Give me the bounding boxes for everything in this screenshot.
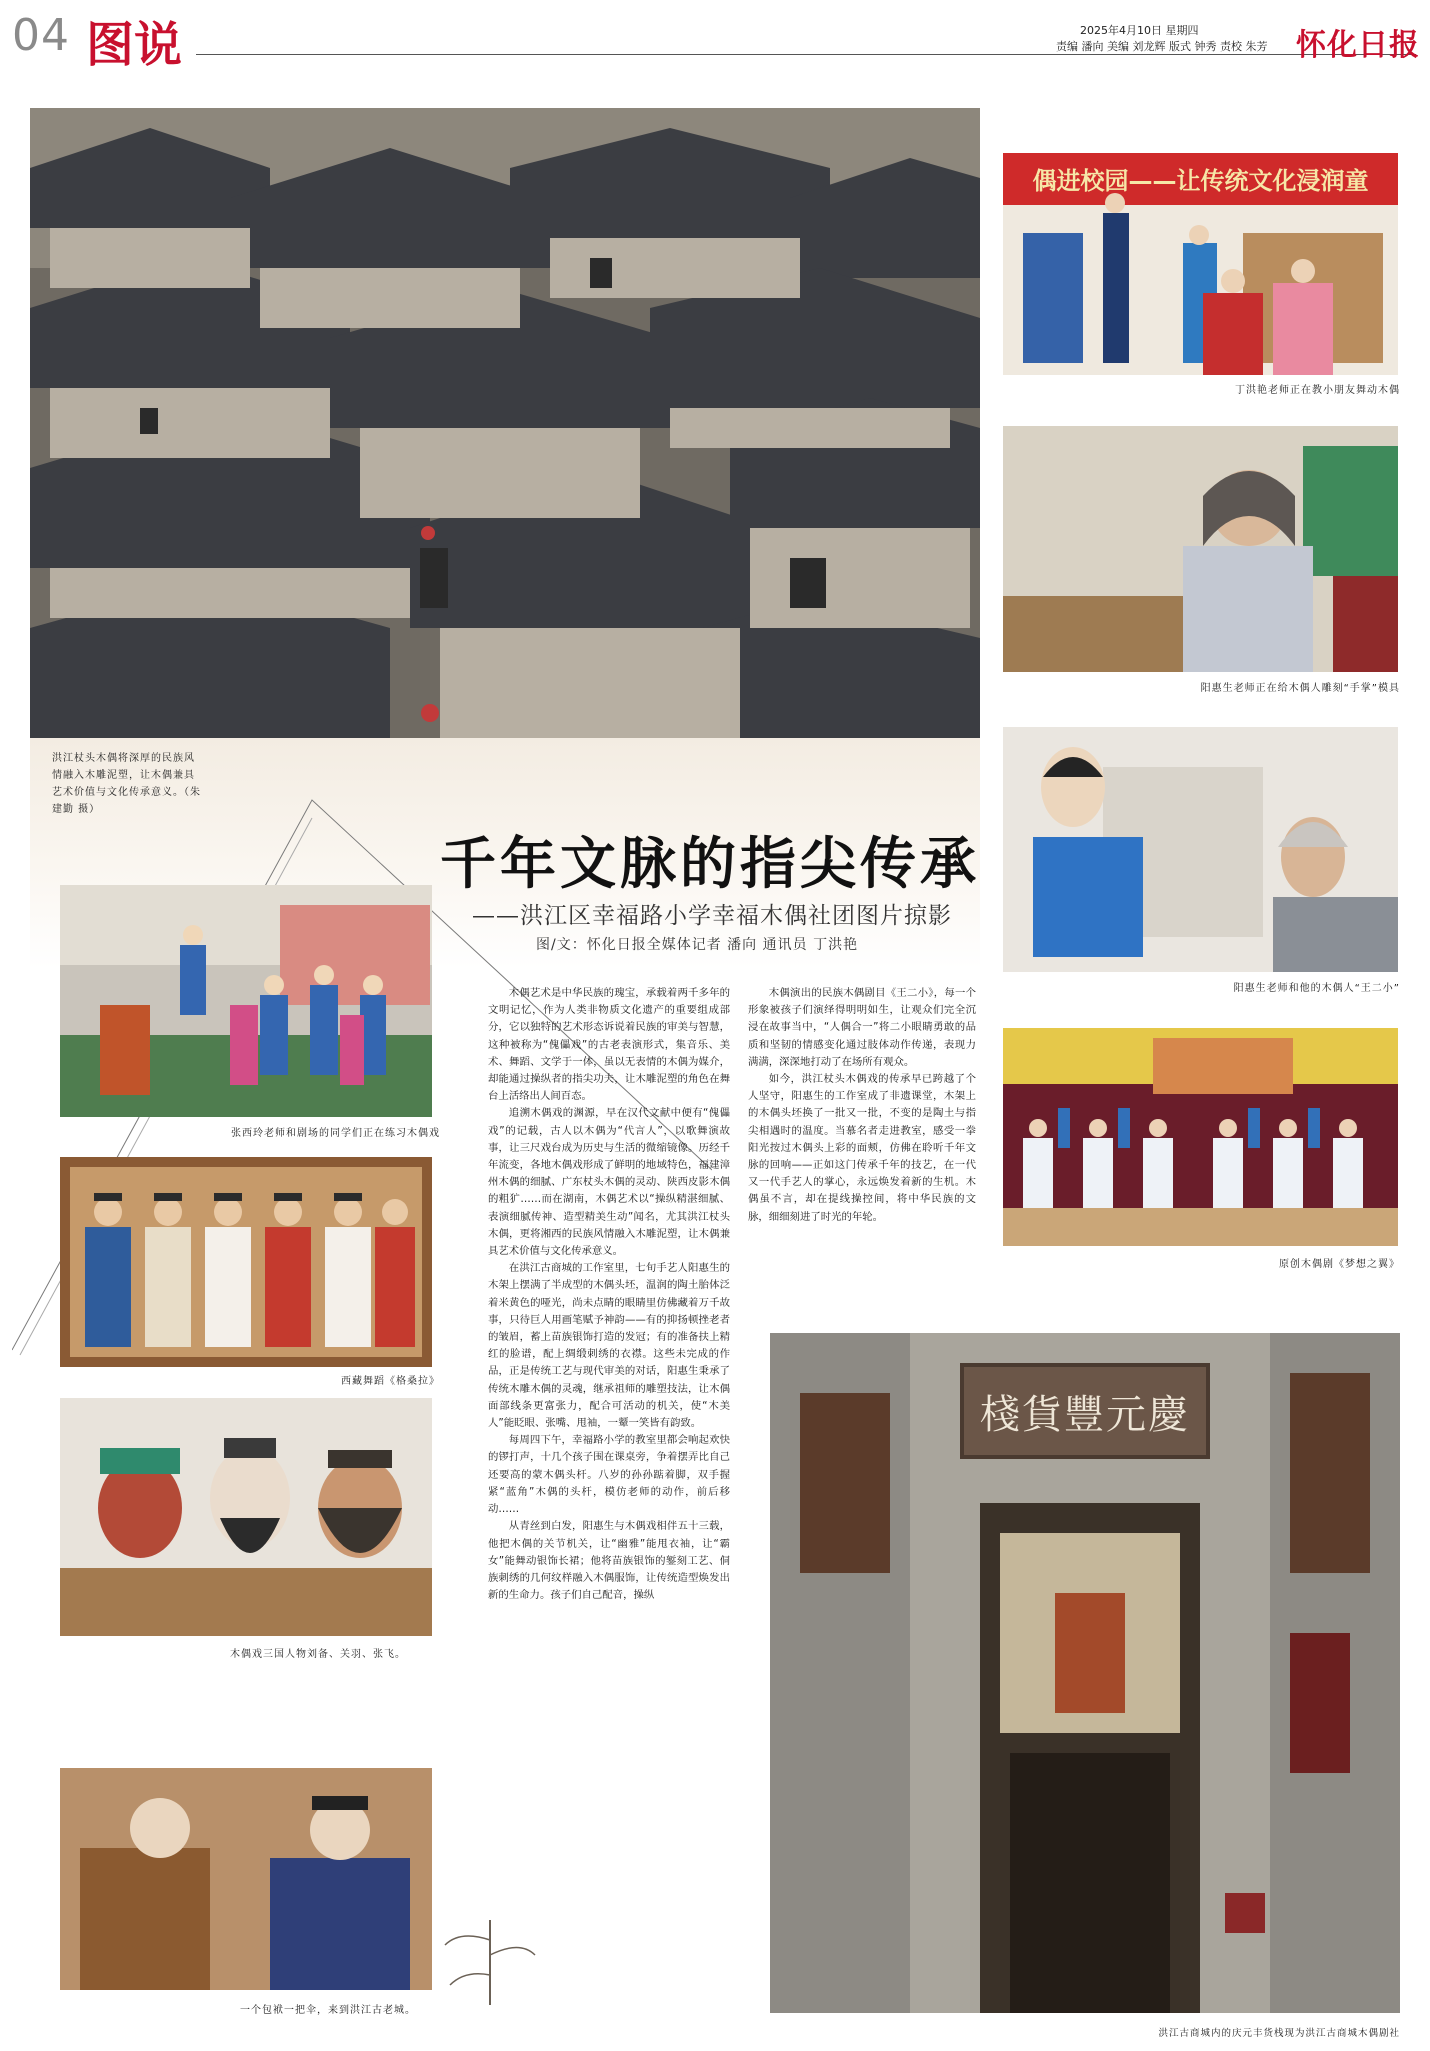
article-title: 千年文脉的指尖传承 [440,831,980,897]
caption-right2: 阳惠生老师正在给木偶人雕刻“手掌”模具 [1200,683,1400,694]
body-paragraph: 在洪江古商城的工作室里，七旬手艺人阳惠生的木架上摆满了半成型的木偶头坯，温润的陶土胎体泛着米黄色的哑光，尚未点睛的眼睛里仿佛藏着万千故事，只待巨人用画笔赋予神韵——有的抑扬顿挫老者的皱眉，蓄上苗族银饰打造的发冠；有的准备扶上精红的脸谱，配上绸缎刺绣的衣襟。这些未完成的作品，正是传统工艺与现代审美的对话，阳惠生秉承了传统木雕木偶的灵魂，继承祖师的雕塑技法，让木偶面部线条更富张力，配合可活动的机关，使“木美人”能眨眼、张嘴、甩袖，一颦一笑皆有韵致。 [488,1262,730,1430]
caption-left3: 木偶戏三国人物刘备、关羽、张飞。 [230,1649,406,1660]
photo-tibetan-dance-puppets [60,1157,432,1367]
photo-students-practice [60,885,432,1117]
photo-dream-wings-stage [1003,1028,1398,1246]
body-paragraph: 如今，洪江杖头木偶戏的传承早已跨越了个人坚守，阳惠生的工作室成了非遗课堂，木架上的木偶头坯换了一批又一批，不变的是陶土与指尖相遇时的温度。当慕名者走进教室，感受一拳阳光按过木偶头上彩的面颊，仿佛在聆听千年文脉的回响——正如这门传承千年的技艺，在一代又一代手艺人的掌心，永远焕发着新的生机。木偶虽不言，却在提线操控间，将中华民族的文脉，细细刻进了时光的年轮。 [748,1073,976,1223]
caption-left1: 张西玲老师和剧场的同学们正在练习木偶戏 [231,1128,440,1139]
body-paragraph: 每周四下午，幸福路小学的教室里都会响起欢快的锣打声，十几个孩子围在课桌旁，争着摆弄比自己还要高的蒙木偶头杆。八岁的孙孙踮着脚，双手握紧“蓝角”木偶的头杆，模仿老师的动作，前后移动…… [488,1434,730,1516]
hero-photo-rooftops [30,108,980,738]
photo-qingyuanfeng-gate [770,1333,1400,2013]
section-title: 图说 [86,17,183,73]
body-paragraph: 木偶演出的民族木偶剧目《王二小》，每一个形象被孩子们演绎得明明如生，让观众们完全沉浸在故事当中，“人偶合一”将二小眼睛勇敢的品质和坚韧的情感变化通过肢体动作传递，表现力满满，深深地打动了在场所有观众。 [748,987,976,1068]
article-byline: 图/文：怀化日报全媒体记者 潘向 通讯员 丁洪艳 [536,937,859,953]
caption-left2: 西藏舞蹈《格桑拉》 [341,1376,440,1387]
ink-bamboo-decoration [430,1900,550,2010]
photo-puppet-wang-erxiao [1003,727,1398,972]
photo-three-kingdoms-heads [60,1398,432,1636]
caption-bottom: 洪江古商城内的庆元丰货栈现为洪江古商城木偶剧社 [1158,2028,1400,2039]
photo-carving-hand-mold [1003,426,1398,672]
header-staff: 责编 潘向 美编 刘龙辉 版式 钟秀 责校 朱芳 [1056,40,1268,53]
caption-hero: 洪江杖头木偶将深厚的民族风情融入木雕泥塑，让木偶兼具艺术价值与文化传承意义。（朱建勤 摄） [52,753,201,815]
caption-right1: 丁洪艳老师正在教小朋友舞动木偶 [1235,385,1400,396]
page-number: 04 [12,10,70,61]
article-body-col1 [488,985,730,2025]
header-date: 2025年4月10日 星期四 [1080,24,1199,37]
masthead-logo: 怀化日报 [1296,28,1420,63]
caption-right4: 原创木偶剧《梦想之翼》 [1279,1259,1400,1270]
caption-left4: 一个包袱一把伞，来到洪江古老城。 [240,2005,416,2016]
body-paragraph: 从青丝到白发，阳惠生与木偶戏相伴五十三载，他把木偶的关节机关，让“幽雅”能甩衣袖，让“霸女”能舞动银饰长裙；他将苗族银饰的錾刻工艺、侗族刺绣的几何纹样融入木偶服饰，让传统造型焕发出新的生命力。孩子们自己配音，操纵 [488,1520,730,1602]
body-paragraph: 追溯木偶戏的渊源，早在汉代文献中便有“傀儡戏”的记载，古人以木偶为“代言人”，以歌舞演故事，让三尺戏台成为历史与生活的微缩镜像。历经千年流变，各地木偶戏形成了鲜明的地域特色，福建漳州木偶的细腻、广东杖头木偶的灵动、陕西皮影木偶的粗犷……而在湖南，木偶艺术以“操纵精湛细腻、表演细腻传神、造型精美生动”闻名，尤其洪江杖头木偶，更将湘西的民族风情融入木雕泥塑，让木偶兼具艺术价值与文化传承意义。 [488,1107,730,1258]
plaque [960,1363,1210,1459]
header-rule [196,54,1416,55]
body-paragraph: 木偶艺术是中华民族的瑰宝，承载着两千多年的文明记忆，作为人类非物质文化遗产的重要组成部分，它以独特的艺术形态诉说着民族的审美与智慧，这种被称为“傀儡戏”的古老表演形式，集音乐、美术、舞蹈、文学于一体，虽以无表情的木偶为媒介，却能通过操纵者的指尖功夫，让木雕泥塑的角色在舞台上活络出人间百态。 [488,987,730,1103]
photo-teacher-with-kids [1003,153,1398,375]
article-subtitle: ——洪江区幸福路小学幸福木偶社团图片掠影 [472,903,952,929]
photo-old-town-puppets [60,1768,432,1990]
plaque-text: 慶元豐貨棧 [980,1391,1190,1438]
article-body-col2 [748,985,976,1285]
caption-right3: 阳惠生老师和他的木偶人“王二小” [1233,983,1400,994]
banner-text: 偶进校园——让传统文化浸润童 [1032,167,1369,195]
